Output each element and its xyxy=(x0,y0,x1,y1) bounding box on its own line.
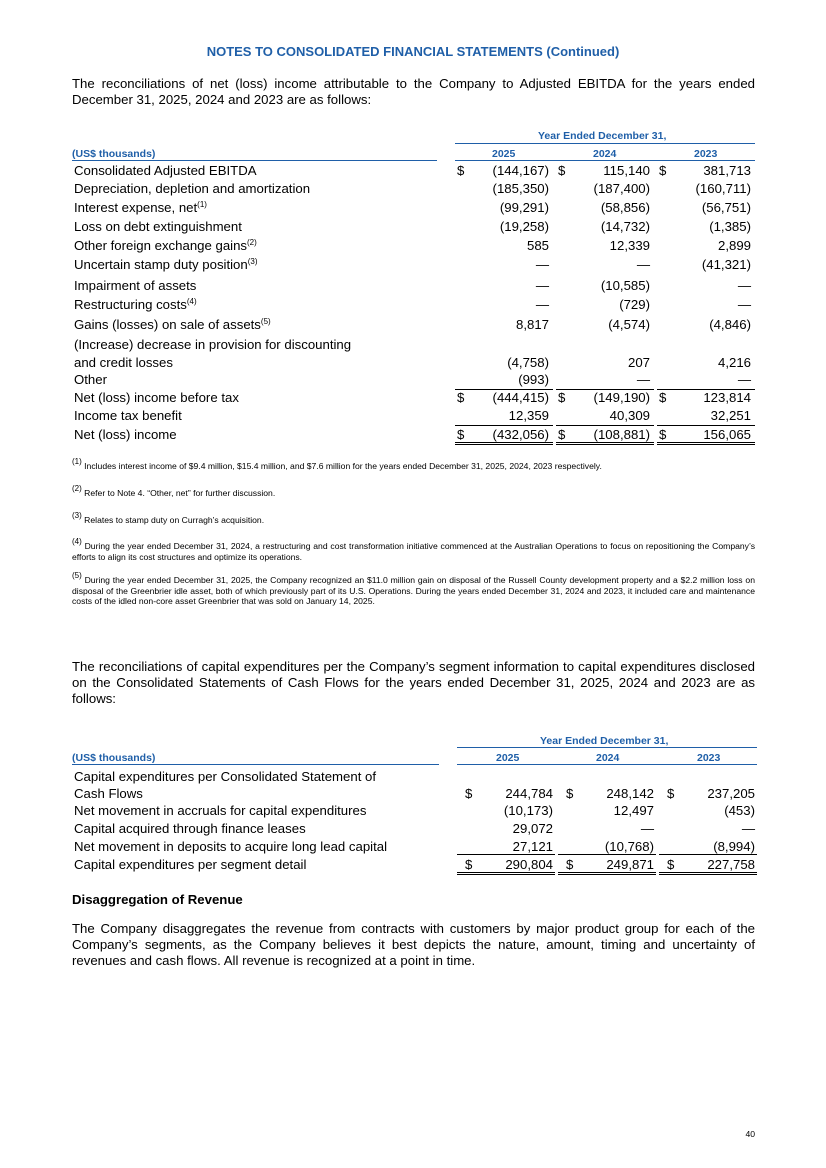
page-number: 40 xyxy=(745,1129,755,1139)
table2-cell: 290,804 xyxy=(505,857,553,872)
table1-double-rule-2023-b xyxy=(657,444,755,445)
intro-paragraph-ebitda: The reconciliations of net (loss) income attributable to the Company to Adjusted EBITDA for the years ended December 31, 2025, 2024 and 2023 are as follows: xyxy=(72,76,755,107)
footnote-ref: (4) xyxy=(186,297,197,306)
dollar-sign: $ xyxy=(659,163,667,178)
dollar-sign: $ xyxy=(457,427,465,442)
table1-cell: (160,711) xyxy=(695,181,751,196)
footnote-ref: (3) xyxy=(247,257,258,266)
table2-cell: (10,768) xyxy=(604,839,654,854)
table1-cell: (10,585) xyxy=(600,278,650,293)
table2-cell: 249,871 xyxy=(606,857,654,872)
table2-cell: — xyxy=(640,821,654,836)
table2-double-rule-2024-a xyxy=(558,872,656,873)
intro-paragraph-capex: The reconciliations of capital expenditures per the Company’s segment information to capital expenditures disclosed on the Consolidated Statements of Cash Flows for the years ended December 31, 2025, 2024 and 2023 are as follows: xyxy=(72,659,755,706)
table2-double-rule-2025-a xyxy=(457,872,555,873)
page-header: NOTES TO CONSOLIDATED FINANCIAL STATEMENTS (Continued) xyxy=(206,44,620,59)
dollar-sign: $ xyxy=(465,857,473,872)
table1-cell: 156,065 xyxy=(703,427,751,442)
table2-cell: 12,497 xyxy=(613,803,654,818)
table1-header-rule-values xyxy=(455,160,755,161)
table1-cell: 381,713 xyxy=(703,163,751,178)
table1-cell: 8,817 xyxy=(515,317,549,332)
table1-row-label: Depreciation, depletion and amortization xyxy=(74,181,311,196)
table1-total-rule-2023 xyxy=(657,425,755,426)
table1-cell: (14,732) xyxy=(600,219,650,234)
table1-cell: (444,415) xyxy=(492,390,549,405)
table1-cell: (41,321) xyxy=(701,257,751,272)
footnote-2: $^{(2)}$ Refer to Note 4. “Other, net” for further discussion. xyxy=(72,484,276,498)
table1-row-label: Net (loss) income xyxy=(74,427,177,442)
dollar-sign: $ xyxy=(667,857,675,872)
table1-cell: (1,385) xyxy=(709,219,751,234)
table2-year-2024: 2024 xyxy=(596,752,620,764)
table1-double-rule-2024-b xyxy=(556,444,654,445)
table1-row-label: Interest expense, net$^{(1)}$ xyxy=(74,200,207,215)
table1-cell: 12,339 xyxy=(609,238,650,253)
table1-row-label: Gains (losses) on sale of assets$^{(5)}$ xyxy=(74,317,271,332)
dollar-sign: $ xyxy=(558,427,566,442)
table2-cell: (453) xyxy=(724,803,755,818)
table1-cell: — xyxy=(535,257,549,272)
table1-cell: (187,400) xyxy=(593,181,650,196)
table1-cell: 4,216 xyxy=(717,355,751,370)
table2-cell: 27,121 xyxy=(512,839,553,854)
table2-cell: (8,994) xyxy=(713,839,755,854)
table1-cell: 123,814 xyxy=(703,390,751,405)
table1-subtotal-rule-2023 xyxy=(657,389,755,390)
table1-cell: (149,190) xyxy=(593,390,650,405)
table1-cell: (99,291) xyxy=(499,200,549,215)
table1-unit-label: (US$ thousands) xyxy=(72,148,156,160)
table1-cell: (185,350) xyxy=(492,181,549,196)
table1-row-label: Other foreign exchange gains$^{(2)}$ xyxy=(74,238,257,253)
table2-cell: 248,142 xyxy=(606,786,654,801)
dollar-sign: $ xyxy=(566,857,574,872)
footnote-4: $^{(4)}$ During the year ended December 31, 2024, a restructuring and cost transformation initiative commenced at the Australian Operations to focus on repositioning the Company’s efforts to align its cost structures and optimize its operations. xyxy=(72,537,755,562)
table2-double-rule-2023-a xyxy=(659,872,757,873)
table1-row-label: Loss on debt extinguishment xyxy=(74,219,242,234)
dollar-sign: $ xyxy=(457,163,465,178)
table1-row-label: Income tax benefit xyxy=(74,408,182,423)
table2-row-label: Capital expenditures per Consolidated Statement of xyxy=(74,769,377,784)
table2-double-rule-2025-b xyxy=(457,874,555,875)
dollar-sign: $ xyxy=(667,786,675,801)
table2-period-rule xyxy=(457,747,757,748)
table2-double-rule-2023-b xyxy=(659,874,757,875)
table2-cell: (10,173) xyxy=(503,803,553,818)
table1-year-2025: 2025 xyxy=(492,148,516,160)
table1-cell: (4,846) xyxy=(709,317,751,332)
table1-cell: (19,258) xyxy=(499,219,549,234)
table1-row-label: Other xyxy=(74,372,107,387)
table2-header-rule-label xyxy=(72,764,439,765)
footnote-3: $^{(3)}$ Relates to stamp duty on Curragh’s acquisition. xyxy=(72,511,265,525)
table1-double-rule-2023-a xyxy=(657,442,755,443)
table1-cell: (108,881) xyxy=(593,427,650,442)
footnote-ref: (2) xyxy=(247,238,257,247)
table2-unit-label: (US$ thousands) xyxy=(72,752,156,764)
table2-period-header: Year Ended December 31, xyxy=(540,735,669,747)
table2-subtotal-rule-2023 xyxy=(659,854,757,855)
footnote-ref: (5) xyxy=(260,317,271,326)
table1-cell: 32,251 xyxy=(710,408,751,423)
table2-cell: 227,758 xyxy=(707,857,755,872)
footnote-ref: (1) xyxy=(197,200,207,209)
table1-cell: (144,167) xyxy=(492,163,549,178)
table1-cell: 585 xyxy=(526,238,549,253)
table1-subtotal-rule-2025 xyxy=(455,389,553,390)
table1-cell: (993) xyxy=(518,372,549,387)
table1-cell: 2,899 xyxy=(717,238,751,253)
table1-double-rule-2024-a xyxy=(556,442,654,443)
table1-cell: (729) xyxy=(619,297,650,312)
table2-row-label-cont: Cash Flows xyxy=(74,786,143,801)
table1-cell: — xyxy=(636,372,650,387)
table2-row-label: Capital acquired through finance leases xyxy=(74,821,306,836)
table2-double-rule-2024-b xyxy=(558,874,656,875)
table1-cell: 115,140 xyxy=(603,163,650,178)
table1-period-header: Year Ended December 31, xyxy=(538,130,667,142)
table2-subtotal-rule-2024 xyxy=(558,854,656,855)
table2-year-2025: 2025 xyxy=(496,752,520,764)
table1-row-label: Restructuring costs$^{(4)}$ xyxy=(74,297,197,312)
table2-row-label: Capital expenditures per segment detail xyxy=(74,857,307,872)
table1-cell: — xyxy=(535,297,549,312)
table1-cell: — xyxy=(737,297,751,312)
table1-row-label: Uncertain stamp duty position$^{(3)}$ xyxy=(74,257,258,272)
table1-year-2023: 2023 xyxy=(694,148,718,160)
table1-cell: (4,574) xyxy=(608,317,650,332)
table2-year-2023: 2023 xyxy=(697,752,721,764)
table1-row-label-cont: and credit losses xyxy=(74,355,173,370)
table1-row-label: Consolidated Adjusted EBITDA xyxy=(74,163,257,178)
table1-cell: — xyxy=(535,278,549,293)
table2-row-label: Net movement in deposits to acquire long lead capital xyxy=(74,839,388,854)
table1-subtotal-rule-2024 xyxy=(556,389,654,390)
dollar-sign: $ xyxy=(659,427,667,442)
dollar-sign: $ xyxy=(566,786,574,801)
table1-cell: — xyxy=(737,278,751,293)
table2-cell: 29,072 xyxy=(512,821,553,836)
table2-row-label: Net movement in accruals for capital expenditures xyxy=(74,803,367,818)
dollar-sign: $ xyxy=(659,390,667,405)
table2-subtotal-rule-2025 xyxy=(457,854,555,855)
table1-cell: 12,359 xyxy=(508,408,549,423)
table1-header-rule-label xyxy=(72,160,437,161)
table1-period-rule xyxy=(455,143,755,144)
table1-cell: — xyxy=(636,257,650,272)
footnote-1: $^{(1)}$ Includes interest income of $9.4 million, $15.4 million, and $7.6 million for the years ended December 31, 2025, 2024, 2023 respectively. xyxy=(72,457,602,471)
table2-header-rule-values xyxy=(457,764,757,765)
footnote-5: $^{(5)}$ During the year ended December 31, 2025, the Company recognized an $11.0 million gain on disposal of the Russell County development property and a $2.2 million loss on disposal of the Greenbrier idle asset, both of which previously part of its U.S. Operations. During the years ended December 31, 2024 and 2023, it included care and maintenance costs of the idled non-core asset Greenbrier that was sold on January 14, 2025. xyxy=(72,571,755,606)
table1-row-label: Net (loss) income before tax xyxy=(74,390,239,405)
table1-cell: 40,309 xyxy=(609,408,650,423)
table2-cell: 244,784 xyxy=(505,786,553,801)
table2-cell: 237,205 xyxy=(707,786,755,801)
table1-double-rule-2025-a xyxy=(455,442,553,443)
dollar-sign: $ xyxy=(465,786,473,801)
table1-double-rule-2025-b xyxy=(455,444,553,445)
table1-cell: (4,758) xyxy=(507,355,549,370)
table1-row-label: (Increase) decrease in provision for discounting xyxy=(74,337,352,352)
table1-cell: (56,751) xyxy=(701,200,751,215)
table1-total-rule-2025 xyxy=(455,425,553,426)
dollar-sign: $ xyxy=(558,390,566,405)
table2-cell: — xyxy=(741,821,755,836)
table1-row-label: Impairment of assets xyxy=(74,278,197,293)
table1-cell: 207 xyxy=(627,355,650,370)
dollar-sign: $ xyxy=(457,390,465,405)
section-heading-disaggregation: Disaggregation of Revenue xyxy=(72,892,243,907)
table1-cell: — xyxy=(737,372,751,387)
dollar-sign: $ xyxy=(558,163,566,178)
disaggregation-paragraph: The Company disaggregates the revenue from contracts with customers by major product group for each of the Company’s segments, as the Company believes it best depicts the nature, amount, timing and uncertainty of revenues and cash flows. All revenue is recognized at a point in time. xyxy=(72,921,755,968)
table1-year-2024: 2024 xyxy=(593,148,617,160)
table1-cell: (58,856) xyxy=(600,200,650,215)
table1-total-rule-2024 xyxy=(556,425,654,426)
table1-cell: (432,056) xyxy=(492,427,549,442)
